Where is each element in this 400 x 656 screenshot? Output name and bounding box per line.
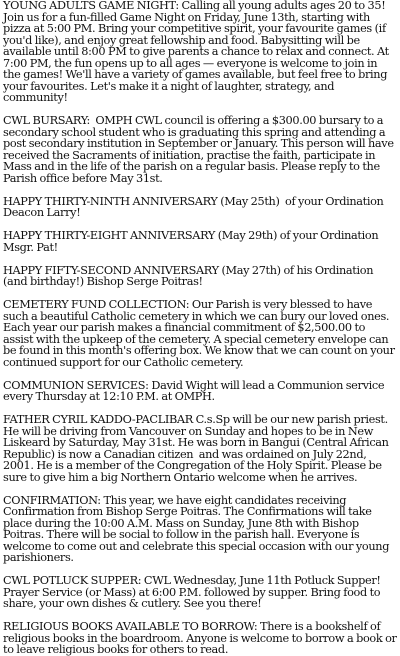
announcement-msgr-anniversary: HAPPY THIRTY-EIGHT ANNIVERSARY (May 29th) of your Ordination Msgr. Pat! <box>3 229 381 254</box>
announcement-religious-books: RELIGIOUS BOOKS AVAILABLE TO BORROW: There is a bookshelf of religious books in the boardroom. Anyone is welcome to borrow a book or to leave religious books for others to read. <box>3 620 400 656</box>
announcement-cwl-potluck: CWL POTLUCK SUPPER: CWL Wednesday, June 11th Potluck Supper! Prayer Service (or Mass) at 6:00 P.M. followed by supper. Bring food to share, your own dishes & cutlery. See you there! <box>3 574 387 610</box>
announcement-deacon-anniversary: HAPPY THIRTY-NINTH ANNIVERSARY (May 25th) of your Ordination Deacon Larry! <box>3 194 387 219</box>
announcement-confirmation: CONFIRMATION: This year, we have eight candidates receiving Confirmation from Bishop Serge Poitras. The Confirmations will take place during the 10:00 A.M. Mass on Sunday, June 8th with Bishop Poitras. There will be social to follow in the parish hall. Everyone is welcome to come out and celebrate this special occasion with our young parishioners. <box>3 493 392 564</box>
announcement-communion-services: COMMUNION SERVICES: David Wight will lead a Communion service every Thursday at 12:10 P.M. at OMPH. <box>3 378 387 403</box>
announcement-cemetery-fund: CEMETERY FUND COLLECTION: Our Parish is very blessed to have such a beautiful Catholic cemetery in which we can bury our loved ones. Each year our parish makes a financial commitment of $2,500.00 to assist with the upkeep of the cemetery. A special cemetery envelope can be found in this month's offering box. We know that we can count on your continued support for our Catholic cemetery. <box>3 298 398 369</box>
announcement-cwl-bursary: CWL BURSARY: OMPH CWL council is offering a $300.00 bursary to a secondary school student who is graduating this spring and attending a post secondary institution in September or January. This person will have received the Sacraments of initiation, practise the faith, participate in Mass and in the life of the parish on a regular basis. Please reply to the Parish office before May 31st. <box>3 114 397 185</box>
announcement-bishop-anniversary: HAPPY FIFTY-SECOND ANNIVERSARY (May 27th) of his Ordination (and birthday!) Bishop Serge Poitras! <box>3 263 376 288</box>
announcement-new-parish-priest: FATHER CYRIL KADDO-PACLIBAR C.s.Sp will be our new parish priest. He will be driving from Vancouver on Sunday and hopes to be in New Liskeard by Saturday, May 31st. He was born in Bangui (Central African Republic) is now a Canadian citizen and was ordained on July 22nd, 2001. He is a member of the Congregation of the Holy Spirit. Please be sure to give him a big Northern Ontario welcome when he arrives. <box>3 413 392 484</box>
announcement-young-adults-game-night: YOUNG ADULTS GAME NIGHT: Calling all young adults ages 20 to 35! Join us for a fun-filled Game Night on Friday, June 13th, starting with pizza at 5:00 PM. Bring your competitive spirit, your favourite games (if you'd like), and enjoy great fellowship and food. Babysitting will be available until 8:00 PM to give parents a chance to relax and connect. At 7:00 PM, the fun opens up to all ages — everyone is welcome to join in the games! We'll have a variety of games available, but feel free to bring your favourites. Let's make it a night of laughter, strategy, and community! <box>3 0 392 104</box>
